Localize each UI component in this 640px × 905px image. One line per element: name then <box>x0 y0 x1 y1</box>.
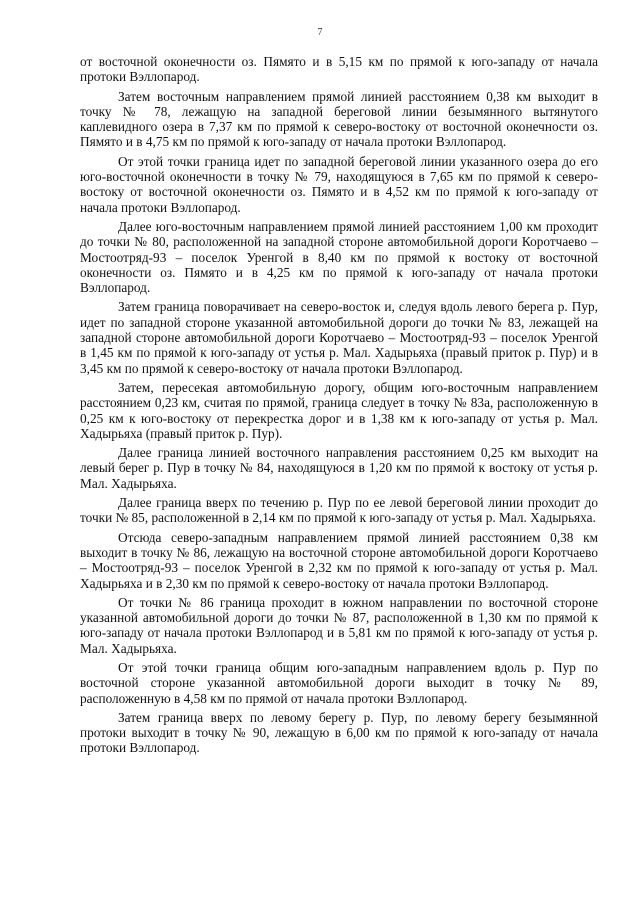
paragraph: Затем граница вверх по левому берегу р. Пур, по левому берегу безымянной протоки выходит в точку № 90, лежащую в 6,00 км по прямой к юго-западу от начала протоки Вэллопарод. <box>80 709 598 756</box>
paragraph: Далее граница вверх по течению р. Пур по ее левой береговой линии проходит до точки № 85, расположенной в 2,14 км по прямой к юго-западу от устья р. Мал. Хадырьяха. <box>80 495 598 526</box>
paragraph: Затем, пересекая автомобильную дорогу, общим юго-восточным направлением расстоянием 0,23 км, считая по прямой, граница следует в точку № 83а, расположенную в 0,25 км к юго-востоку от перекрестка дорог и в 1,38 км к юго-западу от устья р. Мал. Хадырьяха (правый приток р. Пур). <box>80 379 598 441</box>
paragraph: Отсюда северо-западным направлением прямой линией расстоянием 0,38 км выходит в точку № 86, лежащую на восточной стороне автомобильной дороги Коротчаево – Мостоотряд-93 – поселок Уренгой в 2,32 км по прямой к юго-западу от устья р. Мал. Хадырьяха и в 2,30 км по прямой к северо-востоку от начала протоки Вэллопарод. <box>80 529 598 591</box>
document-body <box>80 54 598 760</box>
paragraph: Затем граница поворачивает на северо-восток и, следуя вдоль левого берега р. Пур, идет по западной стороне указанной автомобильной дороги до точки № 83, лежащей на западной стороне автомобильной дороги Коротчаево – Мостоотряд-93 – поселок Уренгой в 1,45 км по прямой к юго-западу от устья р. Мал. Хадырьяха (правый приток р. Пур) и в 3,45 км по прямой к северо-востоку от начала протоки Вэллопарод. <box>80 299 598 376</box>
paragraph: От точки № 86 граница проходит в южном направлении по восточной стороне указанной автомобильной дороги до точки № 87, расположенной в 1,30 км по прямой к юго-западу от начала протоки Вэллопарод и в 5,81 км по прямой к юго-западу от устья р. Мал. Хадырьяха. <box>80 594 598 656</box>
paragraph: От этой точки граница идет по западной береговой линии указанного озера до его юго-восточной оконечности в точку № 79, находящуюся в 7,65 км по прямой к северо-востоку от восточной оконечности оз. Пямято и в 4,52 км по прямой к юго-западу от начала протоки Вэллопарод. <box>80 153 598 215</box>
paragraph: от восточной оконечности оз. Пямято и в 5,15 км по прямой к юго-западу от начала протоки Вэллопарод. <box>80 54 598 85</box>
paragraph: Далее юго-восточным направлением прямой линией расстоянием 1,00 км проходит до точки № 80, расположенной на западной стороне автомобильной дороги Коротчаево – Мостоотряд-93 – поселок Уренгой в 8,40 км по прямой к востоку от восточной оконечности оз. Пямято и в 4,25 км по прямой к юго-западу от начала протоки Вэллопарод. <box>80 218 598 296</box>
paragraph: Затем восточным направлением прямой линией расстоянием 0,38 км выходит в точку № 78, лежащую на западной береговой линии безымянного вытянутого каплевидного озера в 7,37 км по прямой к северо-востоку от восточной оконечности оз. Пямято и в 4,75 км по прямой к юго-западу от начала протоки Вэллопарод. <box>80 88 598 150</box>
paragraph: От этой точки граница общим юго-западным направлением вдоль р. Пур по восточной стороне указанной автомобильной дороги выходит в точку № 89, расположенную в 4,58 км по прямой от начала протоки Вэллопарод. <box>80 659 598 706</box>
paragraph: Далее граница линией восточного направления расстоянием 0,25 км выходит на левый берег р. Пур в точку № 84, находящуюся в 1,20 км по прямой к востоку от устья р. Мал. Хадырьяха. <box>80 445 598 491</box>
page-number: 7 <box>317 27 323 38</box>
